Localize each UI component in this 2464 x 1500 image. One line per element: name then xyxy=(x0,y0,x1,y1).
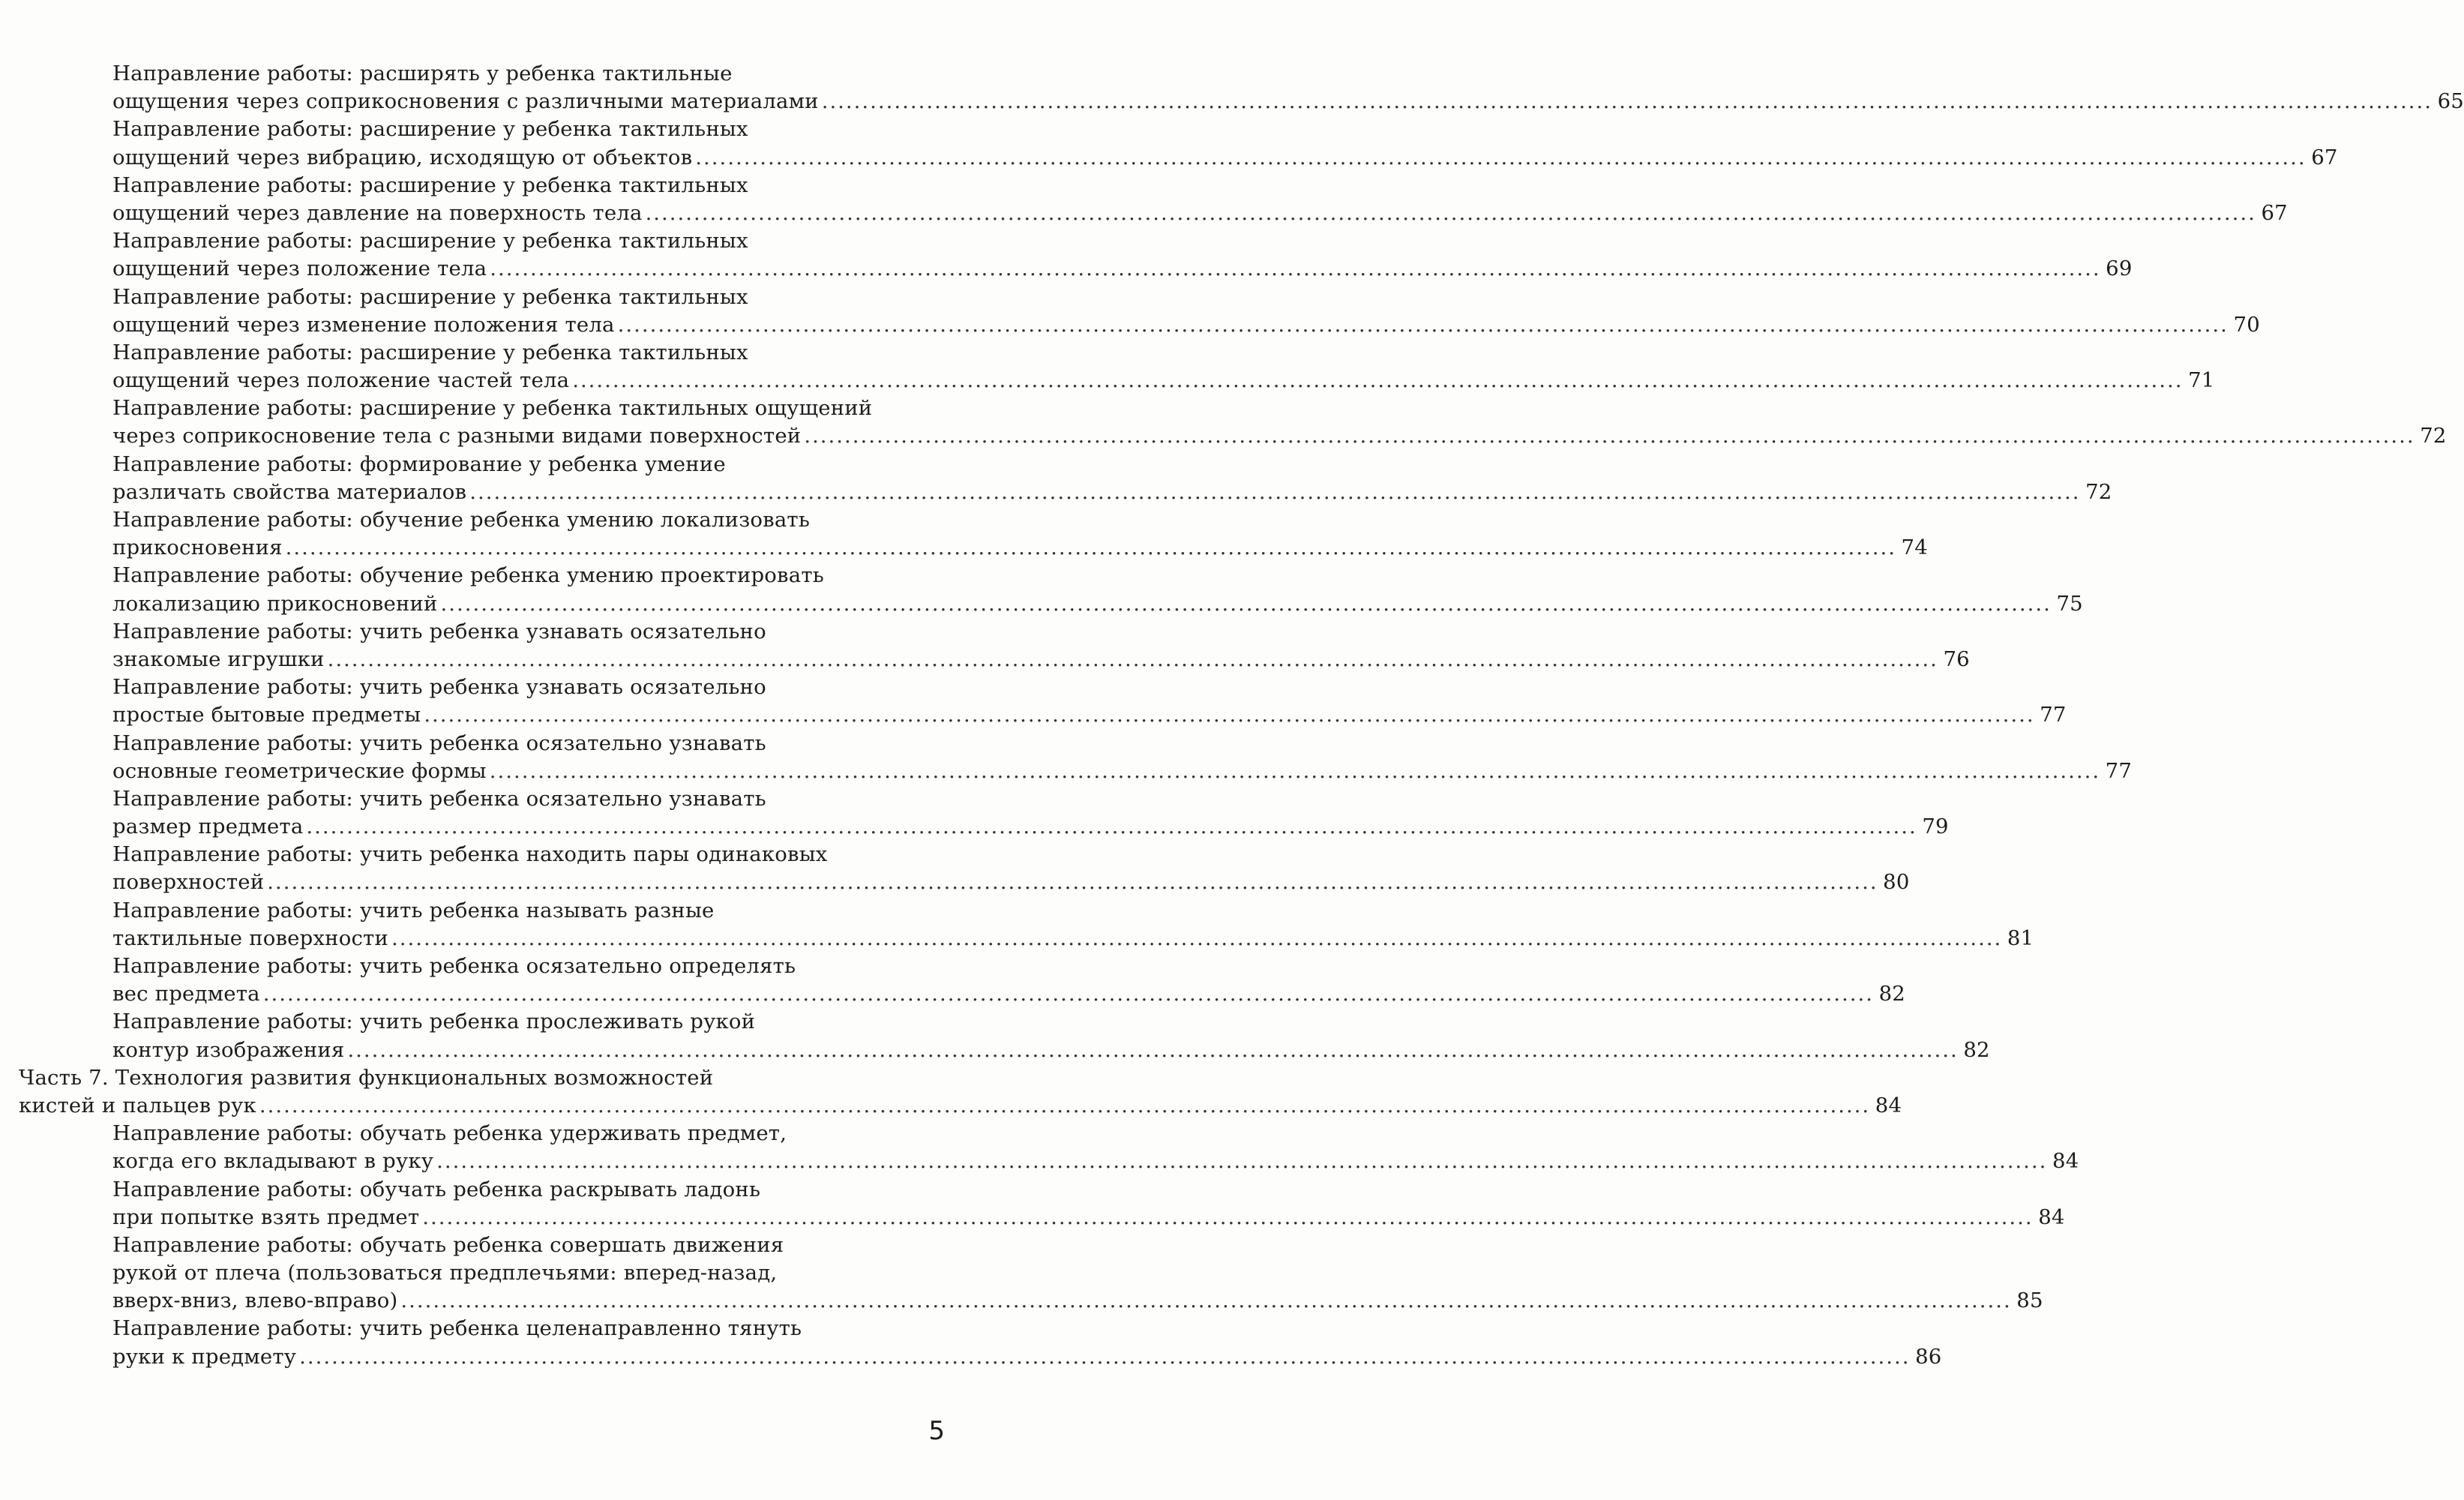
toc-page-number: 69 xyxy=(2106,256,2133,281)
dot-leader: ........................................................................................................................................................................................................ xyxy=(804,424,2415,448)
toc-entry xyxy=(0,841,1910,896)
toc-entry-line xyxy=(112,339,902,367)
toc-entry-line xyxy=(112,422,2447,450)
toc-page-number: 76 xyxy=(1943,646,1970,671)
dot-leader: ........................................................................................................................................................................................................ xyxy=(645,200,2256,225)
toc-entry-text: вверх-вниз, влево-вправо) xyxy=(112,1288,398,1313)
toc-entry-text: ощущения через соприкосновения с различными материалами xyxy=(112,89,819,114)
dot-leader: ........................................................................................................................................................................................................ xyxy=(306,814,1917,839)
dot-leader: ........................................................................................................................................................................................................ xyxy=(391,926,2003,950)
toc-entry-text: Направление работы: учить ребенка называть разные xyxy=(112,898,715,922)
toc-part-entry xyxy=(0,1064,1902,1120)
toc-entry-text: рукой от плеча (пользоваться предплечьями: вперед-назад, xyxy=(112,1261,778,1286)
table-of-contents xyxy=(0,60,2464,1371)
dot-leader: ........................................................................................................................................................................................................ xyxy=(436,1149,2048,1174)
toc-entry-line xyxy=(112,646,1970,674)
toc-entry xyxy=(0,897,2034,952)
dot-leader: ........................................................................................................................................................................................................ xyxy=(424,703,2035,728)
toc-entry xyxy=(0,506,1928,562)
toc-entry-line xyxy=(19,1092,1902,1120)
toc-entry-line xyxy=(112,1343,1942,1371)
dot-leader: ........................................................................................................................................................................................................ xyxy=(821,89,2433,114)
dot-leader: ........................................................................................................................................................................................................ xyxy=(400,1288,2012,1313)
toc-entry-text: Направление работы: обучение ребенка умению локализовать xyxy=(112,508,811,532)
toc-entry-text: ощущений через положение частей тела xyxy=(112,368,570,393)
toc-page-number: 84 xyxy=(2038,1204,2065,1229)
toc-entry-line xyxy=(112,730,902,758)
toc-entry-text: размер предмета xyxy=(112,814,304,839)
toc-entry-line xyxy=(112,227,902,255)
toc-entry-text: Направление работы: обучать ребенка раскрывать ладонь xyxy=(112,1177,761,1202)
toc-entry-line xyxy=(112,367,2215,394)
toc-page-number: 82 xyxy=(1963,1037,1990,1062)
toc-entry-line xyxy=(112,534,1928,562)
toc-page-number: 72 xyxy=(2420,424,2447,448)
toc-entry-line xyxy=(112,785,902,813)
toc-entry-line xyxy=(112,1259,902,1287)
toc-entry-text: прикосновения xyxy=(112,536,283,560)
toc-entry xyxy=(0,1008,1990,1064)
toc-entry-line xyxy=(112,897,902,925)
toc-page-number: 72 xyxy=(2085,479,2112,504)
toc-entry-text: основные геометрические формы xyxy=(112,758,487,783)
toc-entry-line xyxy=(112,144,2338,172)
toc-entry-line xyxy=(112,813,1949,841)
dot-leader: ........................................................................................................................................................................................................ xyxy=(327,646,1938,671)
toc-entry-line xyxy=(112,1287,2043,1315)
toc-page-number: 79 xyxy=(1922,814,1949,839)
toc-entry-line xyxy=(112,200,2288,227)
toc-entry-text: Направление работы: учить ребенка узнавать осязательно xyxy=(112,675,766,700)
toc-page-number: 70 xyxy=(2233,312,2260,337)
toc-entry-line xyxy=(112,1148,2079,1175)
toc-entry-text: руки к предмету xyxy=(112,1344,297,1369)
toc-entry-text: Направление работы: расширять у ребенка тактильные xyxy=(112,62,733,86)
dot-leader: ........................................................................................................................................................................................................ xyxy=(262,982,1875,1006)
toc-entry-line xyxy=(112,311,2260,339)
toc-entry-text: вес предмета xyxy=(112,982,260,1006)
toc-entry-text: кистей и пальцев рук xyxy=(19,1093,256,1118)
toc-entry-text: Направление работы: учить ребенка прослеживать рукой xyxy=(112,1010,756,1034)
dot-leader: ........................................................................................................................................................................................................ xyxy=(259,1093,1871,1118)
toc-entry-text: Направление работы: обучать ребенка удерживать предмет, xyxy=(112,1121,787,1146)
toc-entry xyxy=(0,1120,2079,1175)
dot-leader: ........................................................................................................................................................................................................ xyxy=(440,591,2052,616)
toc-entry-text: когда его вкладывают в руку xyxy=(112,1149,434,1174)
toc-entry-line xyxy=(112,88,2464,116)
dot-leader: ........................................................................................................................................................................................................ xyxy=(572,368,2184,393)
toc-page-number: 84 xyxy=(1875,1093,1902,1118)
dot-leader: ........................................................................................................................................................................................................ xyxy=(267,870,1878,895)
toc-entry-line xyxy=(112,758,2133,785)
toc-entry-line xyxy=(112,562,902,590)
toc-entry xyxy=(0,227,2133,283)
toc-entry-text: ощущений через давление на поверхность тела xyxy=(112,200,643,225)
toc-entry xyxy=(0,284,2260,339)
toc-page-number: 82 xyxy=(1878,982,1906,1006)
toc-page-number: 77 xyxy=(2105,758,2133,783)
dot-leader: ........................................................................................................................................................................................................ xyxy=(469,479,2081,504)
toc-entry xyxy=(0,618,1970,674)
toc-page-number: 84 xyxy=(2052,1149,2079,1174)
toc-entry-line xyxy=(112,1120,902,1148)
toc-entry-text: тактильные поверхности xyxy=(112,926,388,950)
toc-entry-line xyxy=(112,478,2112,506)
toc-entry xyxy=(0,674,2067,729)
dot-leader: ........................................................................................................................................................................................................ xyxy=(489,758,2101,783)
toc-entry-text: ощущений через положение тела xyxy=(112,256,487,281)
toc-entry-text: ощущений через вибрацию, исходящую от объектов xyxy=(112,145,693,170)
toc-entry-text: Направление работы: учить ребенка осязательно определять xyxy=(112,954,796,978)
toc-entry xyxy=(0,785,1949,841)
toc-entry-line xyxy=(112,1176,902,1204)
toc-entry-text: ощущений через изменение положения тела xyxy=(112,312,615,337)
toc-entry-line xyxy=(112,60,902,88)
toc-entry-line xyxy=(112,1204,2065,1232)
toc-entry-text: Направление работы: учить ребенка целенаправленно тянуть xyxy=(112,1316,802,1341)
toc-entry xyxy=(0,339,2215,394)
toc-entry xyxy=(0,60,2464,116)
toc-entry xyxy=(0,172,2288,227)
page-number: 5 xyxy=(928,1416,945,1446)
dot-leader: ........................................................................................................................................................................................................ xyxy=(695,145,2307,170)
toc-entry-line xyxy=(112,255,2133,283)
toc-entry xyxy=(0,952,1906,1008)
toc-entry-text: Направление работы: расширение у ребенка тактильных ощущений xyxy=(112,396,873,421)
toc-entry-line xyxy=(112,841,902,868)
toc-page-number: 86 xyxy=(1915,1344,1942,1369)
dot-leader: ........................................................................................................................................................................................................ xyxy=(422,1204,2034,1229)
toc-entry-line xyxy=(112,980,1906,1008)
toc-entry-text: локализацию прикосновений xyxy=(112,591,438,616)
toc-entry-text: при попытке взять предмет xyxy=(112,1204,420,1229)
toc-entry-line xyxy=(112,284,902,311)
toc-entry-text: Направление работы: учить ребенка находить пары одинаковых xyxy=(112,842,828,867)
toc-entry-line xyxy=(112,116,902,143)
toc-entry-line xyxy=(112,868,1910,896)
toc-entry-line xyxy=(112,451,902,478)
toc-entry-line xyxy=(112,701,2067,729)
toc-entry-line xyxy=(112,506,902,534)
toc-page-number: 85 xyxy=(2016,1288,2043,1313)
toc-entry xyxy=(0,730,2133,785)
toc-entry-text: Направление работы: обучать ребенка совершать движения xyxy=(112,1232,784,1257)
toc-page-number: 74 xyxy=(1901,536,1928,560)
toc-entry-text: Направление работы: формирование у ребенка умение xyxy=(112,452,726,476)
toc-entry-text: Направление работы: расширение у ребенка тактильных xyxy=(112,229,748,254)
toc-entry-text: Направление работы: обучение ребенка умению проектировать xyxy=(112,563,824,588)
dot-leader: ........................................................................................................................................................................................................ xyxy=(490,256,2101,281)
toc-page-number: 80 xyxy=(1883,870,1910,895)
toc-page-number: 75 xyxy=(2056,591,2083,616)
toc-entry-line xyxy=(112,1036,1990,1064)
toc-entry xyxy=(0,1232,2043,1316)
toc-entry xyxy=(0,562,2083,617)
toc-page-number: 65 xyxy=(2437,89,2464,114)
toc-entry xyxy=(0,1176,2065,1232)
toc-entry-text: Направление работы: учить ребенка осязательно узнавать xyxy=(112,786,766,811)
toc-entry-line xyxy=(112,1008,902,1036)
toc-entry-line xyxy=(112,1232,902,1259)
toc-entry-line xyxy=(112,590,2083,618)
toc-page-number: 71 xyxy=(2188,368,2215,393)
toc-entry-text: различать свойства материалов xyxy=(112,479,467,504)
toc-page-number: 81 xyxy=(2007,926,2034,950)
toc-entry-line xyxy=(112,674,902,701)
toc-entry-text: Направление работы: расширение у ребенка тактильных xyxy=(112,284,748,309)
toc-page-number: 67 xyxy=(2261,200,2288,225)
toc-entry-text: контур изображения xyxy=(112,1037,345,1062)
toc-entry-line xyxy=(112,618,902,646)
toc-page-number: 67 xyxy=(2311,145,2338,170)
dot-leader: ........................................................................................................................................................................................................ xyxy=(617,312,2229,337)
toc-page-number: 77 xyxy=(2040,703,2067,728)
toc-entry-line xyxy=(112,952,902,980)
toc-entry-text: Направление работы: расширение у ребенка тактильных xyxy=(112,172,748,197)
dot-leader: ........................................................................................................................................................................................................ xyxy=(285,536,1896,560)
toc-entry-text: Направление работы: учить ребенка узнавать осязательно xyxy=(112,619,766,644)
toc-entry-line xyxy=(19,1064,902,1092)
toc-entry-text: Направление работы: расширение у ребенка тактильных xyxy=(112,117,748,142)
toc-entry-line xyxy=(112,925,2034,952)
toc-entry-text: поверхностей xyxy=(112,870,265,895)
toc-entry xyxy=(0,116,2338,171)
toc-entry-text: Направление работы: учить ребенка осязательно узнавать xyxy=(112,730,766,755)
toc-entry-text: знакомые игрушки xyxy=(112,646,325,671)
toc-entry xyxy=(0,1315,1942,1370)
toc-entry-text: Направление работы: расширение у ребенка тактильных xyxy=(112,340,748,364)
toc-entry-line xyxy=(112,394,902,422)
toc-entry-line xyxy=(112,1315,902,1342)
toc-entry xyxy=(0,451,2112,506)
dot-leader: ........................................................................................................................................................................................................ xyxy=(299,1344,1911,1369)
toc-entry-text: Часть 7. Технология развития функциональных возможностей xyxy=(19,1065,714,1090)
dot-leader: ........................................................................................................................................................................................................ xyxy=(347,1037,1959,1062)
toc-entry xyxy=(0,394,2447,450)
toc-entry-text: простые бытовые предметы xyxy=(112,703,421,728)
toc-entry-text: через соприкосновение тела с разными видами поверхностей xyxy=(112,424,802,448)
toc-entry-line xyxy=(112,172,902,200)
